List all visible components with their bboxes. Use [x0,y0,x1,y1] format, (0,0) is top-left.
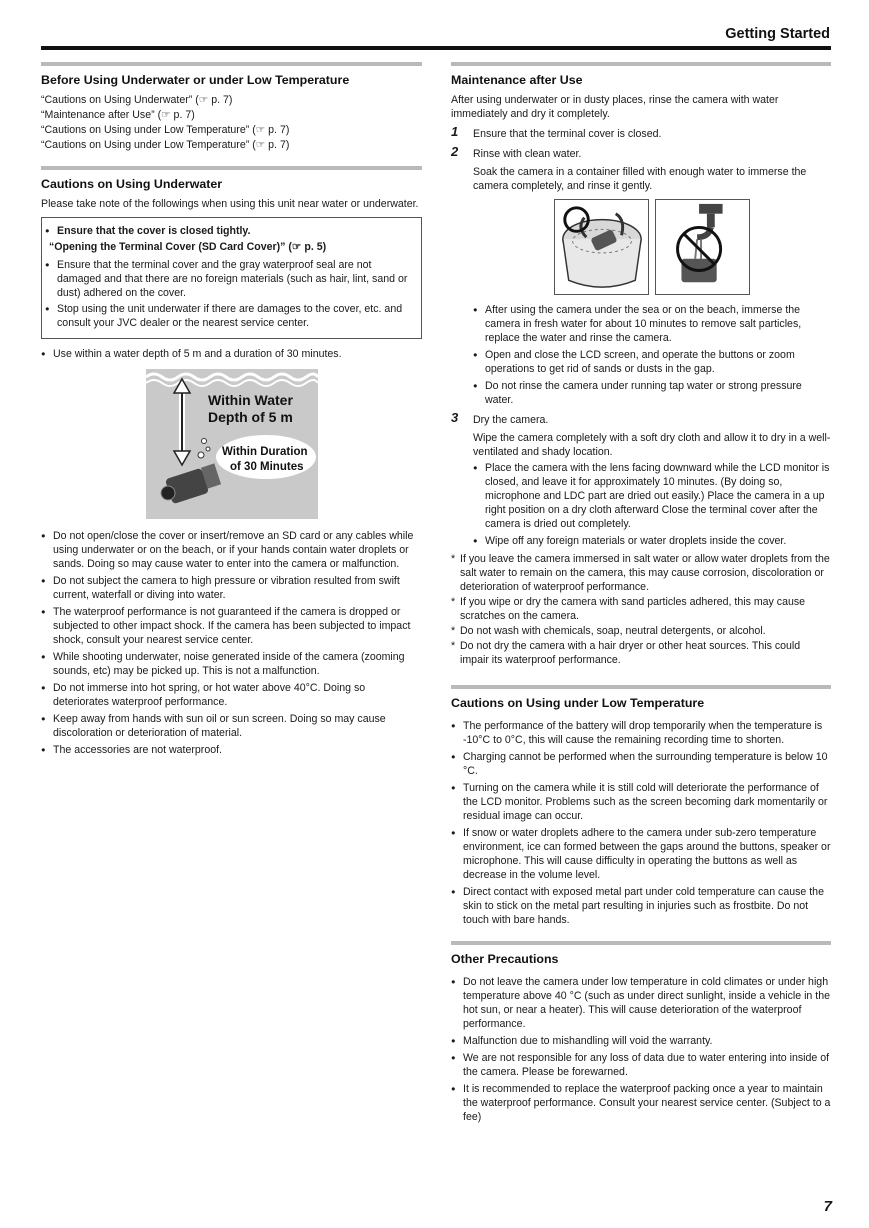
step-item [451,410,831,548]
list-item: ● The waterproof performance is not guaranteed if the camera is dropped or subjected to other impact shock. If the camera has been subjected to impact shock, consult your nearest service center. [41,605,422,647]
step-number: 2 [451,144,459,159]
list-item: ● The performance of the battery will drop temporarily when the temperature is -10°C to 0°C, this will cause the remaining recording time to shorten. [451,719,831,747]
list-item: ● If snow or water droplets adhere to the camera under sub-zero temperature environment, ice can formed between the gaps around the buttons, speaker or microphone. This will cause difficulty in operating the buttons as well as decrease in the volume level. [451,826,831,882]
right-column [451,62,831,1127]
list-item: ● Wipe off any foreign materials or water droplets inside the cover. [473,534,831,548]
note-item: * Do not dry the camera with a hair dryer or other heat sources. This could impair its waterproof performance. [451,639,831,667]
list-item: ● Stop using the unit underwater if there are damages to the cover, etc. and consult your JVC dealer or the nearest service center. [45,302,416,330]
step-number: 1 [451,124,459,139]
step-text: Rinse with clean water. [473,148,582,160]
section-title-maintenance: Maintenance after Use [451,73,583,87]
list-item: ● The accessories are not waterproof. [41,743,422,757]
list-item: ● Do not open/close the cover or insert/remove an SD card or any cables while using underwater or on the beach, or if your hands contain water droplets or sands. Doing so may cause water to enter into the camera or malfunction. [41,529,422,571]
list-item: ● Ensure that the terminal cover and the gray waterproof seal are not damaged and that there are no foreign materials (such as hair, lint, sand or dust) adhered on the cover. [45,258,416,300]
figure-label-duration-1: Within Duration [221,446,307,458]
list-item: ● After using the camera under the sea or on the beach, immerse the camera in fresh water for about 10 minutes to remove salt particles, replace the water and rinse the camera. [473,303,831,345]
section-divider [451,62,831,66]
section-title-underwater: Cautions on Using Underwater [41,177,223,191]
depth-figure-svg [146,369,318,519]
list-item: ● While shooting underwater, noise generated inside of the camera (zooming sounds, etc) may be picked up. This is not a malfunction. [41,650,422,678]
section-divider [451,941,831,945]
section-divider [451,685,831,689]
section-divider [41,62,422,66]
note-item: * If you leave the camera immersed in salt water or allow water droplets from the salt water to remain on the camera, this may cause corrosion, discoloration or deterioration of waterproof performance. [451,552,831,594]
no-tap-water-icon [655,199,750,295]
figure-label-depth-2: Depth of 5 m [207,409,293,425]
step-text: Dry the camera. [473,414,549,426]
section-intro: Please take note of the followings when using this unit near water or underwater. [41,198,419,210]
step-number: 3 [451,410,459,425]
left-column [41,62,422,760]
depth-illustration [146,369,318,519]
list-item: ● We are not responsible for any loss of data due to water entering into inside of the camera. Please be forewarned. [451,1051,831,1079]
list-item: ● Use within a water depth of 5 m and a duration of 30 minutes. [41,347,422,361]
reference-link[interactable]: “Cautions on Using under Low Temperature” (☞ p. 7) [41,124,290,136]
list-item: ● Direct contact with exposed metal part under cold temperature can cause the skin to stick on the metal part resulting in injuries such as frostbite. Do not touch with bare hands. [451,885,831,927]
rinse-bowl-icon [554,199,649,295]
page-header-title: Getting Started [725,26,830,42]
list-item: ● Do not immerse into hot spring, or hot water above 40°C. Doing so deteriorates waterproof performance. [41,681,422,709]
list-item: ● Keep away from hands with sun oil or sun screen. Doing so may cause discoloration or deterioration of material. [41,712,422,740]
note-heading: ● Ensure that the cover is closed tightly. [45,224,416,238]
reference-link[interactable]: “Cautions on Using under Low Temperature” (☞ p. 7) [41,139,290,151]
section-title-other-precautions: Other Precautions [451,952,559,966]
cover-note-box [41,217,422,339]
step-text: Ensure that the terminal cover is closed. [473,128,662,140]
step-detail: Soak the camera in a container filled with enough water to immerse the camera completely, and rinse it gently. [473,166,807,192]
step-item [451,124,831,141]
list-item: ● Do not rinse the camera under running tap water or strong pressure water. [473,379,831,407]
list-item: ● Do not subject the camera to high pressure or vibration resulted from swift current, waterfall or diving into water. [41,574,422,602]
section-title-before-using: Before Using Underwater or under Low Temperature [41,73,350,87]
list-item: ● Place the camera with the lens facing downward while the LCD monitor is closed, and leave it for approximately 10 minutes. (By doing so, microphone and LDC part are dried out easily.) Place the camera in a up right position on a dry cloth afterward Close the terminal cover after the camera is dried out completely. [473,461,831,531]
rinse-illustration [473,199,831,295]
reference-link[interactable]: “Cautions on Using Underwater” (☞ p. 7) [41,94,233,106]
page-number: 7 [823,1198,832,1215]
list-item: ● Open and close the LCD screen, and operate the buttons or zoom operations to get rid of sands or dusts in the gap. [473,348,831,376]
list-item: ● Turning on the camera while it is still cold will deteriorate the performance of the LCD monitor. Problems such as the screen becoming dark momentarily or residual image can occur. [451,781,831,823]
header-rule [41,46,831,50]
note-item: * If you wipe or dry the camera with sand particles adhered, this may cause scratches on the camera. [451,595,831,623]
reference-link[interactable]: “Opening the Terminal Cover (SD Card Cover)” (☞ p. 5) [49,241,327,253]
section-title-low-temperature: Cautions on Using under Low Temperature [451,696,705,710]
note-item: * Do not wash with chemicals, soap, neutral detergents, or alcohol. [451,624,831,638]
section-intro: After using underwater or in dusty places, rinse the camera with water immediately and dry it completely. [451,94,779,120]
section-divider [41,166,422,170]
list-item: ● Do not leave the camera under low temperature in cold climates or under high temperature above 40 °C (such as under direct sunlight, inside a vehicle in the hot sun, or near a heater). This will cause deterioration of the waterproof performance. [451,975,831,1031]
reference-list [41,93,422,152]
step-detail: Wipe the camera completely with a soft dry cloth and allow it to dry in a well-ventilated and shady location. [473,432,831,458]
figure-label-duration-2: of 30 Minutes [229,461,303,473]
maintenance-steps [451,124,831,548]
notes-list [451,552,831,667]
list-item: ● Malfunction due to mishandling will void the warranty. [451,1034,831,1048]
figure-label-depth-1: Within Water [207,392,293,408]
reference-link[interactable]: “Maintenance after Use” (☞ p. 7) [41,109,195,121]
step-item [451,144,831,407]
list-item: ● It is recommended to replace the waterproof packing once a year to maintain the waterproof performance. Consult your nearest service center. (Subject to a fee) [451,1082,831,1124]
list-item: ● Charging cannot be performed when the surrounding temperature is below 10 °C. [451,750,831,778]
